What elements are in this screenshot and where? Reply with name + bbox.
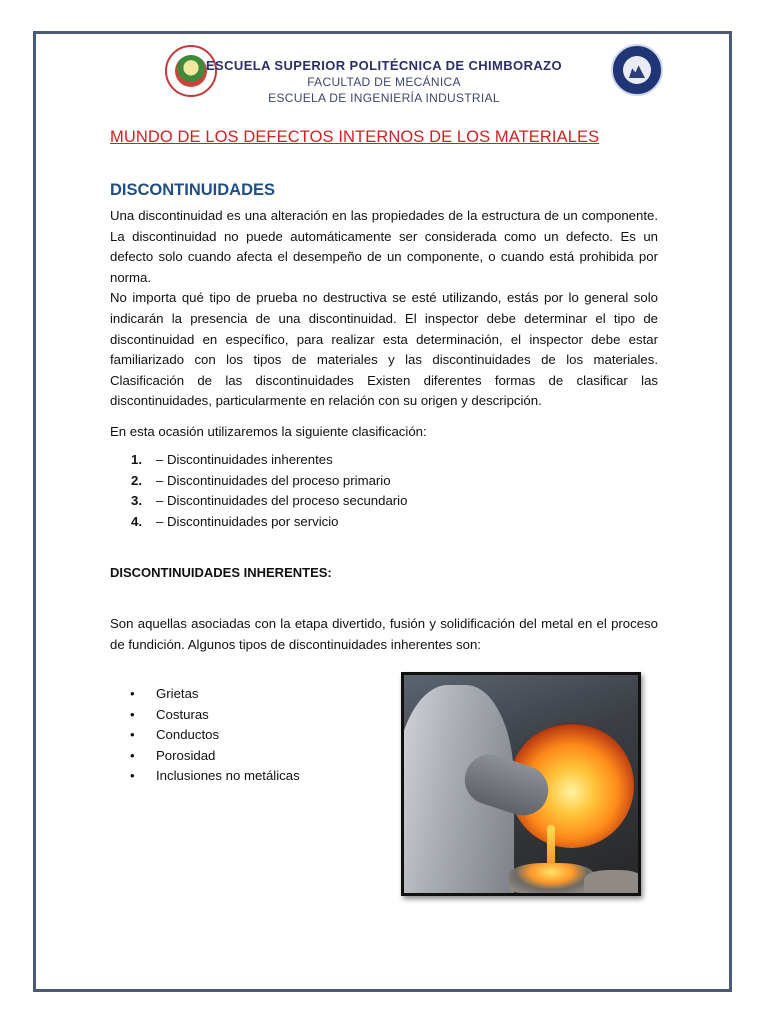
list-text: – Discontinuidades del proceso primario bbox=[156, 472, 391, 488]
list-number: 2. bbox=[131, 472, 142, 488]
bullet-icon: • bbox=[130, 768, 135, 784]
list-text: Conductos bbox=[156, 727, 220, 743]
list-text: Grietas bbox=[156, 686, 199, 701]
list-text: Porosidad bbox=[156, 747, 216, 763]
list-number: 1. bbox=[131, 452, 142, 467]
list-text: – Discontinuidades del proceso secundario bbox=[156, 493, 408, 509]
industrial-engineering-logo bbox=[611, 44, 663, 96]
foundry-pouring-photo bbox=[401, 672, 641, 896]
list-item bbox=[110, 766, 300, 787]
bullet-icon: • bbox=[130, 706, 135, 722]
bullet-icon: • bbox=[130, 686, 135, 701]
list-text: – Discontinuidades por servicio bbox=[156, 513, 339, 529]
paragraph-definition: Una discontinuidad es una alteración en las propiedades de la estructura de un componente. La discontinuidad no puede automáticamente ser considerada como un defecto. Es un defecto solo cuando afecta el desempeño de un componente, o cuando está prohibida por norma. bbox=[110, 208, 658, 285]
institution-name: ESCUELA SUPERIOR POLITÉCNICA DE CHIMBORAZO bbox=[205, 58, 563, 73]
main-title: MUNDO DE LOS DEFECTOS INTERNOS DE LOS MATERIALES bbox=[110, 128, 600, 146]
classification-list bbox=[110, 450, 407, 532]
paragraph-classification-intro: En esta ocasión utilizaremos la siguiente clasificación: bbox=[110, 424, 427, 439]
list-text: Inclusiones no metálicas bbox=[156, 768, 300, 784]
list-item bbox=[110, 512, 407, 533]
school-name: ESCUELA DE INGENIERÍA INDUSTRIAL bbox=[268, 91, 500, 105]
document-header bbox=[0, 42, 768, 112]
bullet-icon: • bbox=[130, 727, 135, 743]
list-number: 3. bbox=[131, 493, 142, 509]
list-item bbox=[110, 450, 407, 471]
list-item bbox=[110, 491, 407, 512]
list-text: Costuras bbox=[156, 706, 209, 722]
list-item bbox=[110, 725, 300, 746]
casting-mold-secondary bbox=[584, 870, 641, 895]
section-title: DISCONTINUIDADES bbox=[110, 181, 276, 199]
faculty-name: FACULTAD DE MECÁNICA bbox=[307, 75, 461, 89]
inherent-types-list bbox=[110, 684, 300, 787]
paragraph-inherent: Son aquellas asociadas con la etapa divertido, fusión y solidificación del metal en el proceso de fundición. Algunos tipos de discontinuidades inherentes son: bbox=[110, 616, 658, 652]
list-text: – Discontinuidades inherentes bbox=[156, 452, 333, 467]
intro-paragraphs bbox=[110, 206, 658, 412]
list-item bbox=[110, 705, 300, 726]
bullet-icon: • bbox=[130, 747, 135, 763]
casting-mold bbox=[509, 863, 594, 893]
list-number: 4. bbox=[131, 513, 142, 529]
list-item bbox=[110, 684, 300, 705]
subheading-inherent: DISCONTINUIDADES INHERENTES: bbox=[110, 565, 332, 580]
list-item bbox=[110, 746, 300, 767]
paragraph-inspection: No importa qué tipo de prueba no destructiva se esté utilizando, estás por lo general solo indicarán la presencia de una discontinuidad. El inspector debe determinar el tipo de discontinuidad en específico, para realizar esta determinación, el inspector debe estar familiarizado con los tipos de materiales y las discontinuidades de los materiales. Clasificación de las discontinuidades Existen diferentes formas de clasificar las discontinuidades, particularmente en relación con su origen y descripción. bbox=[110, 290, 658, 409]
list-item bbox=[110, 471, 407, 492]
